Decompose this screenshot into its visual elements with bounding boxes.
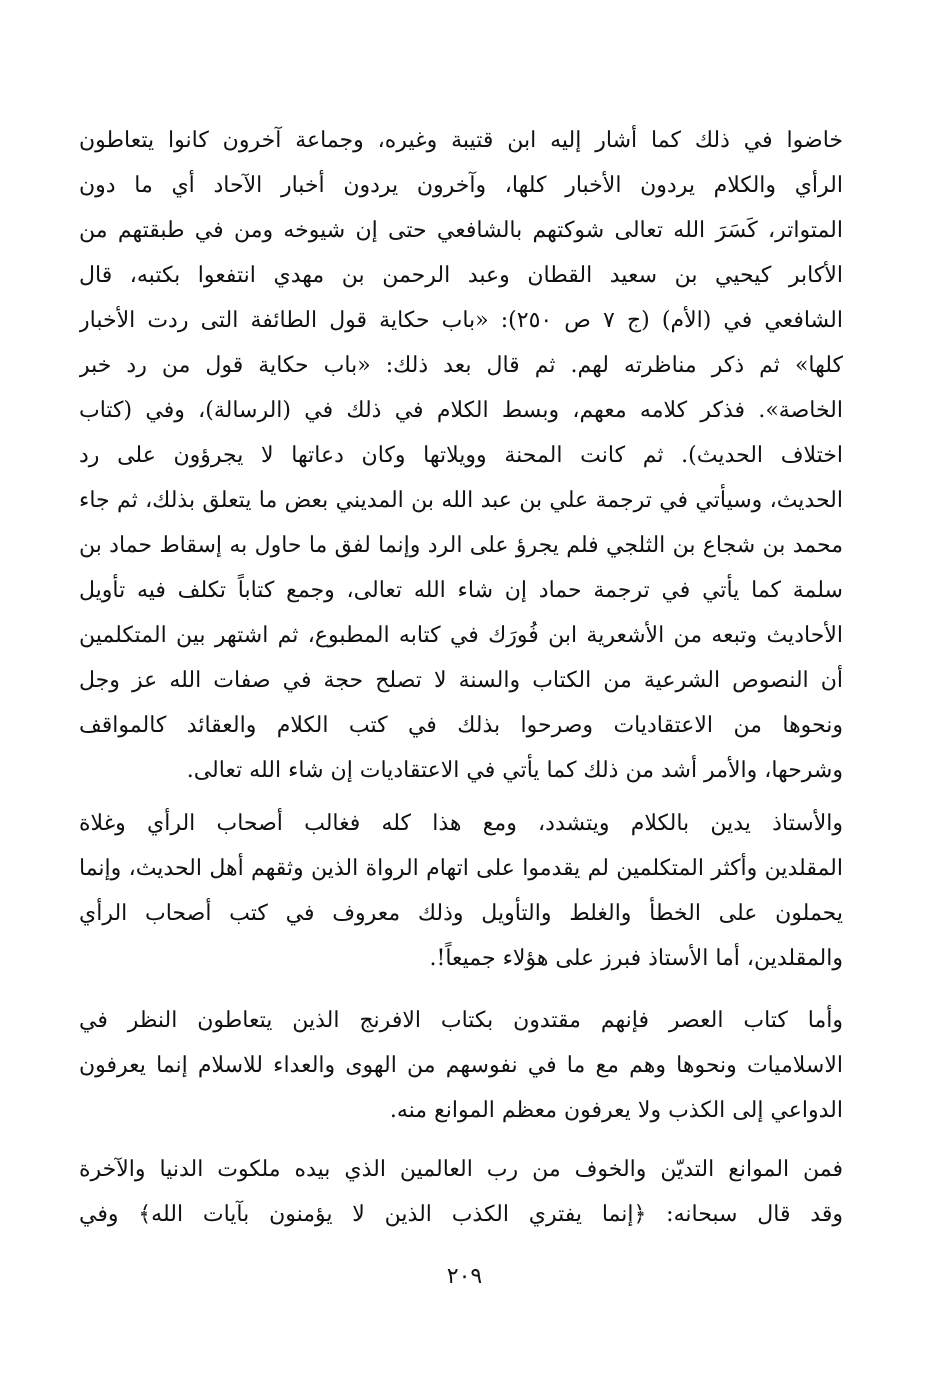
paragraph-2 [79,801,843,981]
text-line: وشرحها، والأمر أشد من ذلك كما يأتي في الاعتقاديات إن شاء الله تعالى. [186,758,843,783]
paragraph-4 [79,1147,843,1237]
text-line: الشافعي في (الأم) (ج ٧ ص ٢٥٠): «باب حكاية قول الطائفة التى ردت الأخبار [79,308,843,333]
paragraph-3 [79,998,843,1133]
text-line: الاسلاميات ونحوها وهم مع ما في نفوسهم من الهوى والعداء للاسلام إنما يعرفون [79,1053,843,1078]
text-line: والأستاذ يدين بالكلام ويتشدد، ومع هذا كله فغالب أصحاب الرأي وغلاة [79,811,843,836]
text-line: يحملون على الخطأ والغلط والتأويل وذلك معروف في كتب أصحاب الرأي [79,901,843,926]
text-line: خاضوا في ذلك كما أشار إليه ابن قتيبة وغيره، وجماعة آخرون كانوا يتعاطون [79,128,843,153]
text-line: الأكابر كيحيي بن سعيد القطان وعبد الرحمن بن مهدي انتفعوا بكتبه، قال [79,263,843,288]
text-line: فمن الموانع التديّن والخوف من رب العالمين الذي بيده ملكوت الدنيا والآخرة [79,1157,843,1182]
text-line: الخاصة». فذكر كلامه معهم، وبسط الكلام في ذلك في (الرسالة)، وفي (كتاب [79,398,843,423]
text-line: الحديث، وسيأتي في ترجمة علي بن عبد الله بن المديني بعض ما يتعلق بذلك، ثم جاء [79,488,843,513]
text-line: سلمة كما يأتي في ترجمة حماد إن شاء الله تعالى، وجمع كتاباً تكلف فيه تأويل [79,578,843,603]
paragraph-1 [79,118,843,793]
text-line: وأما كتاب العصر فإنهم مقتدون بكتاب الافرنج الذين يتعاطون النظر في [79,1008,843,1033]
text-line: الدواعي إلى الكذب ولا يعرفون معظم الموانع منه. [389,1098,843,1123]
text-line: محمد بن شجاع بن الثلجي فلم يجرؤ على الرد وإنما لفق ما حاول به إسقاط حماد بن [79,533,843,558]
text-line: والمقلدين، أما الأستاذ فبرز على هؤلاء جميعاً!. [429,946,843,971]
page-number: ٢٠٩ [446,1264,483,1289]
text-line: كلها» ثم ذكر مناظرته لهم. ثم قال بعد ذلك: «باب حكاية قول من رد خبر [79,353,843,378]
text-line: وقد قال سبحانه: ﴿إنما يفتري الكذب الذين لا يؤمنون بآيات الله﴾ وفي [79,1202,843,1227]
text-line: المقلدين وأكثر المتكلمين لم يقدموا على اتهام الرواة الذين وثقهم أهل الحديث، وإنما [79,856,843,881]
text-line: الأحاديث وتبعه من الأشعرية ابن فُورَك في كتابه المطبوع، ثم اشتهر بين المتكلمين [79,623,843,648]
text-line: أن النصوص الشرعية من الكتاب والسنة لا تصلح حجة في صفات الله عز وجل [79,668,843,693]
text-line: المتواتر، كَسَرَ الله تعالى شوكتهم بالشافعي حتى إن شيوخه ومن في طبقتهم من [79,218,843,243]
text-line: الرأي والكلام يردون الأخبار كلها، وآخرون يردون أخبار الآحاد أي ما دون [79,173,843,198]
text-line: اختلاف الحديث). ثم كانت المحنة وويلاتها وكان دعاتها لا يجرؤون على رد [79,443,843,468]
text-line: ونحوها من الاعتقاديات وصرحوا بذلك في كتب الكلام والعقائد كالمواقف [79,713,843,738]
